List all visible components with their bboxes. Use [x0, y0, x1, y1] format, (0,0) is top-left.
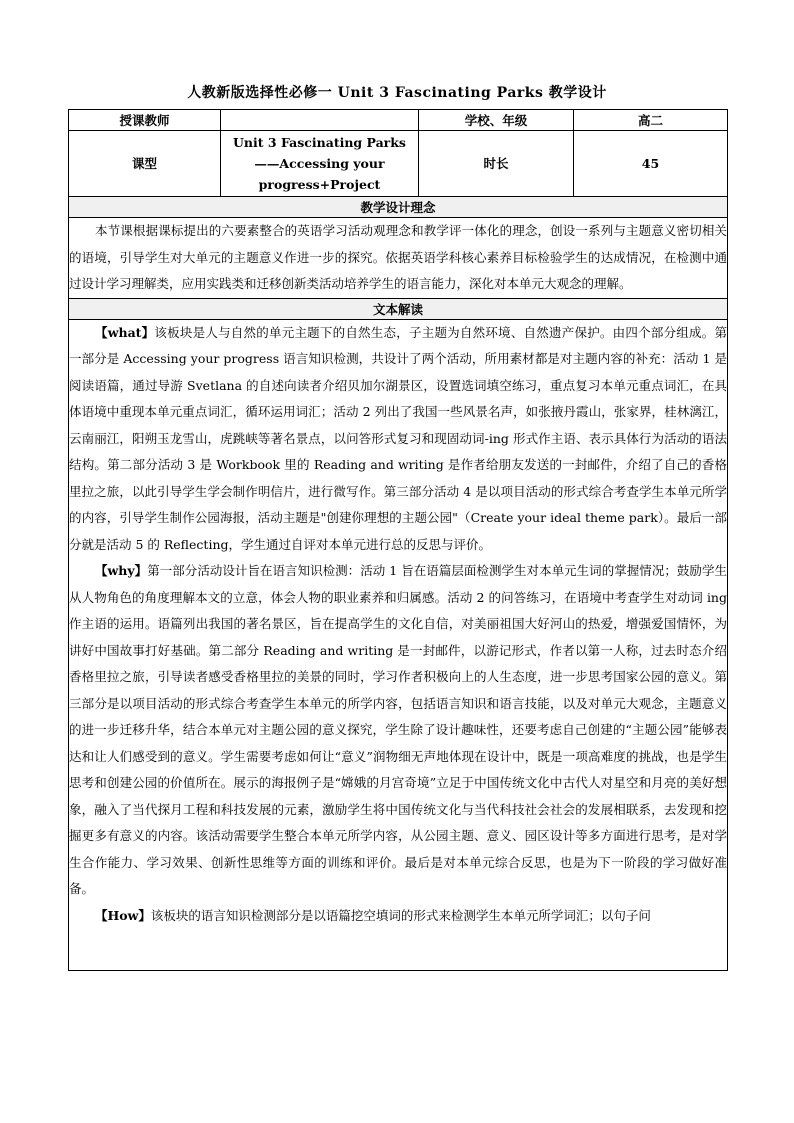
lesson-type-label: 课型 [69, 131, 221, 197]
why-paragraph [69, 558, 727, 903]
what-paragraph [69, 320, 727, 559]
concept-cell [69, 218, 728, 299]
what-text: 该板块是人与自然的单元主题下的自然生态，子主题为自然环境、自然遗产保护。由四个部分组成。第一部分是 Accessing your progress 语言知识检测，共设计了两个活动，所用素材都是对主题内容的补充：活动 1 是阅读语篇，通过导游 Svetlana 的自述向读者介绍贝加尔湖景区，设置选词填空练习，重点复习本单元重点词汇，在具体语境中重现本单元重点词汇，循环运用词汇；活动 2 列出了我国一些风景名声，如张掖丹霞山，张家界，桂林漓江，云南丽江，阳朔玉龙雪山，虎跳峡等著名景点，以问答形式复习和现固动词-ing 形式作主语、表示具体行为活动的语法结构。第二部分活动 3 是 Workbook 里的 Reading and writing 是作者给朋友发送的一封邮件，介绍了自己的香格里拉之旅，以此引导学生学会制作明信片，进行微写作。第三部分活动 4 是以项目活动的形式综合考查学生本单元所学的内容，引导学生制作公园海报，活动主题是"创建你理想的主题公园"（Create your ideal theme park）。最后一部分就是活动 5 的 Reflecting，学生通过自评对本单元进行总的反思与评价。 [69, 324, 727, 552]
grade-value: 高二 [574, 110, 728, 131]
what-tag: 【what】 [95, 324, 155, 340]
teacher-label: 授课教师 [69, 110, 221, 131]
analysis-header-row [69, 298, 728, 319]
teacher-value [221, 110, 419, 131]
lesson-info-table [68, 109, 728, 971]
how-paragraph [69, 903, 727, 930]
lesson-type-row [69, 131, 728, 197]
lesson-type-line-1: Unit 3 Fascinating Parks [233, 135, 406, 150]
why-tag: 【why】 [95, 563, 148, 578]
concept-paragraph: 本节课根据课标提出的六要素整合的英语学习活动观理念和教学评一体化的理念，创设一系列与主题意义密切相关的语境，引导学生对大单元的主题意义作进一步的探究。依据英语学科核心素养目标检验学生的达成情况，在检测中通过设计学习理解类，应用实践类和迁移创新类活动培养学生的语言能力，深化对本单元大观念的理解。 [69, 223, 727, 291]
analysis-row [69, 319, 728, 970]
duration-value: 45 [574, 131, 728, 197]
lesson-type-line-3: progress+Project [258, 177, 381, 192]
analysis-header: 文本解读 [69, 298, 728, 319]
school-grade-label: 学校、年级 [419, 110, 574, 131]
concept-row [69, 218, 728, 299]
lesson-type-line-2: ——Accessing your [254, 156, 385, 171]
how-tag: 【How】 [95, 907, 151, 923]
why-text: 第一部分活动设计旨在语言知识检测：活动 1 旨在语篇层面检测学生对本单元生词的掌握情况；鼓励学生从人物角色的角度理解本文的立意，体会人物的职业素养和归属感。活动 2 的问答练习，在语境中考查学生对动词 ing 作主语的运用。语篇列出我国的著名景区，旨在提高学生的文化自信，对美丽祖国大好河山的热爱，增强爱国情怀，为讲好中国故事打好基础。第二部分 Reading and writing 是一封邮件，以游记形式，作者以第一人称，过去时态介绍香格里拉之旅，引导读者感受香格里拉的美景的同时，学习作者积极向上的人生态度，进一步思考国家公园的意义。第三部分是以项目活动的形式综合考查学生本单元的所学内容，包括语言知识和语言技能，以及对单元大观念，主题意义的进一步迁移升华，结合本单元对主题公园的意义探究，学生除了设计趣味性，还要考虑自己创建的“主题公园”能够表达和让人们感受到的意义。学生需要考虑如何让“意义”润物细无声地体现在设计中，既是一项高难度的挑战，也是学生思考和创建公园的价值所在。展示的海报例子是“嫦娥的月宫奇境”立足于中国传统文化中古代人对星空和月亮的美好想象，融入了当代探月工程和科技发展的元素，激励学生将中国传统文化与当代科技社会社会的发展相联系，去发现和挖掘更多有意义的内容。该活动需要学生整合本单元所学内容，从公园主题、意义、园区设计等多方面进行思考，是对学生合作能力、学习效果、创新性思维等方面的训练和评价。最后是对本单元综合反思，也是为下一阶段的学习做好准备。 [69, 563, 727, 896]
document-title: 人教新版选择性必修一 Unit 3 Fascinating Parks 教学设计 [187, 85, 607, 101]
concept-header-row [69, 197, 728, 218]
teacher-row [69, 110, 728, 131]
how-text: 该板块的语言知识检测部分是以语篇挖空填词的形式来检测学生本单元所学词汇；以句子问 [150, 907, 651, 923]
lesson-type-value [221, 131, 419, 197]
analysis-cell [69, 319, 728, 970]
duration-label: 时长 [419, 131, 574, 197]
concept-header: 教学设计理念 [69, 197, 728, 218]
